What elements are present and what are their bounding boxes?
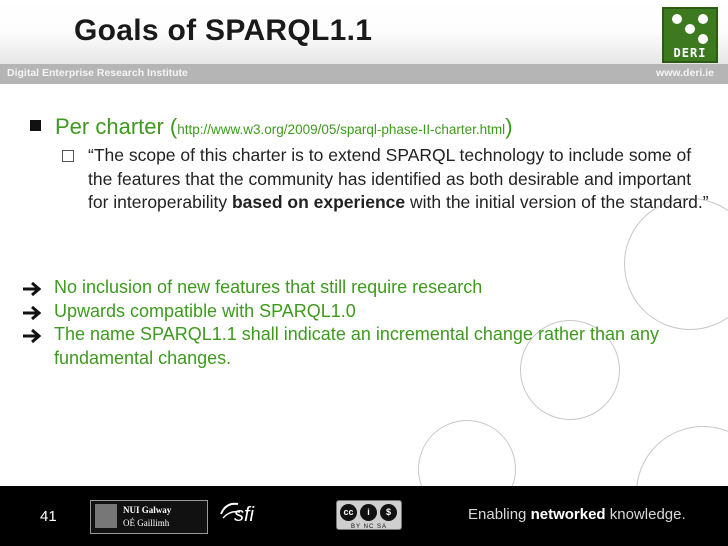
institute-name: Digital Enterprise Research Institute <box>7 67 188 79</box>
tagline-bold: networked <box>530 506 606 523</box>
deri-logo-dots-icon <box>664 9 716 49</box>
quote-text-part2: with the initial version of the standard.” <box>405 192 709 212</box>
nui-galway-logo <box>90 500 208 534</box>
charter-label: Per charter ( <box>55 114 178 139</box>
goals-list <box>22 276 712 370</box>
list-item-text: The name SPARQL1.1 shall indicate an incremental change rather than any fundamental changes. <box>54 324 660 368</box>
nc-icon: $ <box>380 504 397 521</box>
square-bullet-icon <box>30 120 41 131</box>
footer-tagline <box>468 506 686 523</box>
creative-commons-badge <box>336 500 402 530</box>
arrow-right-icon <box>22 280 42 298</box>
list-item <box>22 323 712 370</box>
quote-text-part1: “The scope of this charter is to extend SPARQL technology to include some of the features that the community has identified as both desirable and important for interoperability <box>88 145 692 212</box>
hollow-square-bullet-icon <box>62 150 74 162</box>
charter-bullet <box>30 114 513 140</box>
institute-bar <box>0 64 728 84</box>
page-number: 41 <box>40 508 57 525</box>
cc-icon: cc <box>340 504 357 521</box>
tagline-pre: Enabling <box>468 506 531 523</box>
deri-logo <box>662 7 718 63</box>
tagline-post: knowledge. <box>605 506 686 523</box>
list-item-text: No inclusion of new features that still require research <box>54 277 483 297</box>
list-item-text: Upwards compatible with SPARQL1.0 <box>54 300 356 321</box>
arrow-right-icon <box>22 327 42 345</box>
deri-logo-text: DERI <box>673 46 707 60</box>
charter-close-paren: ) <box>505 114 513 139</box>
website-link[interactable]: www.deri.ie <box>656 67 714 79</box>
nuig-irish-name: OÉ Gaillimh <box>123 518 170 528</box>
university-crest-icon <box>95 504 117 528</box>
slide-title: Goals of SPARQL1.1 <box>74 14 373 47</box>
charter-quote <box>88 144 712 215</box>
list-item <box>22 300 712 324</box>
charter-quote-bullet <box>62 144 712 215</box>
charter-url-link[interactable]: http://www.w3.org/2009/05/sparql-phase-II-charter.html <box>177 122 506 137</box>
nuig-name: NUI Galway <box>123 505 172 515</box>
slide-header <box>0 0 728 68</box>
by-icon: i <box>360 504 377 521</box>
sfi-text: sfi <box>234 504 254 526</box>
slide-footer <box>0 486 728 546</box>
quote-text-bold: based on experience <box>231 192 406 212</box>
arrow-right-icon <box>22 304 42 322</box>
sfi-logo <box>218 498 264 538</box>
cc-license-label: BY NC SA <box>351 524 387 530</box>
list-item <box>22 276 712 300</box>
